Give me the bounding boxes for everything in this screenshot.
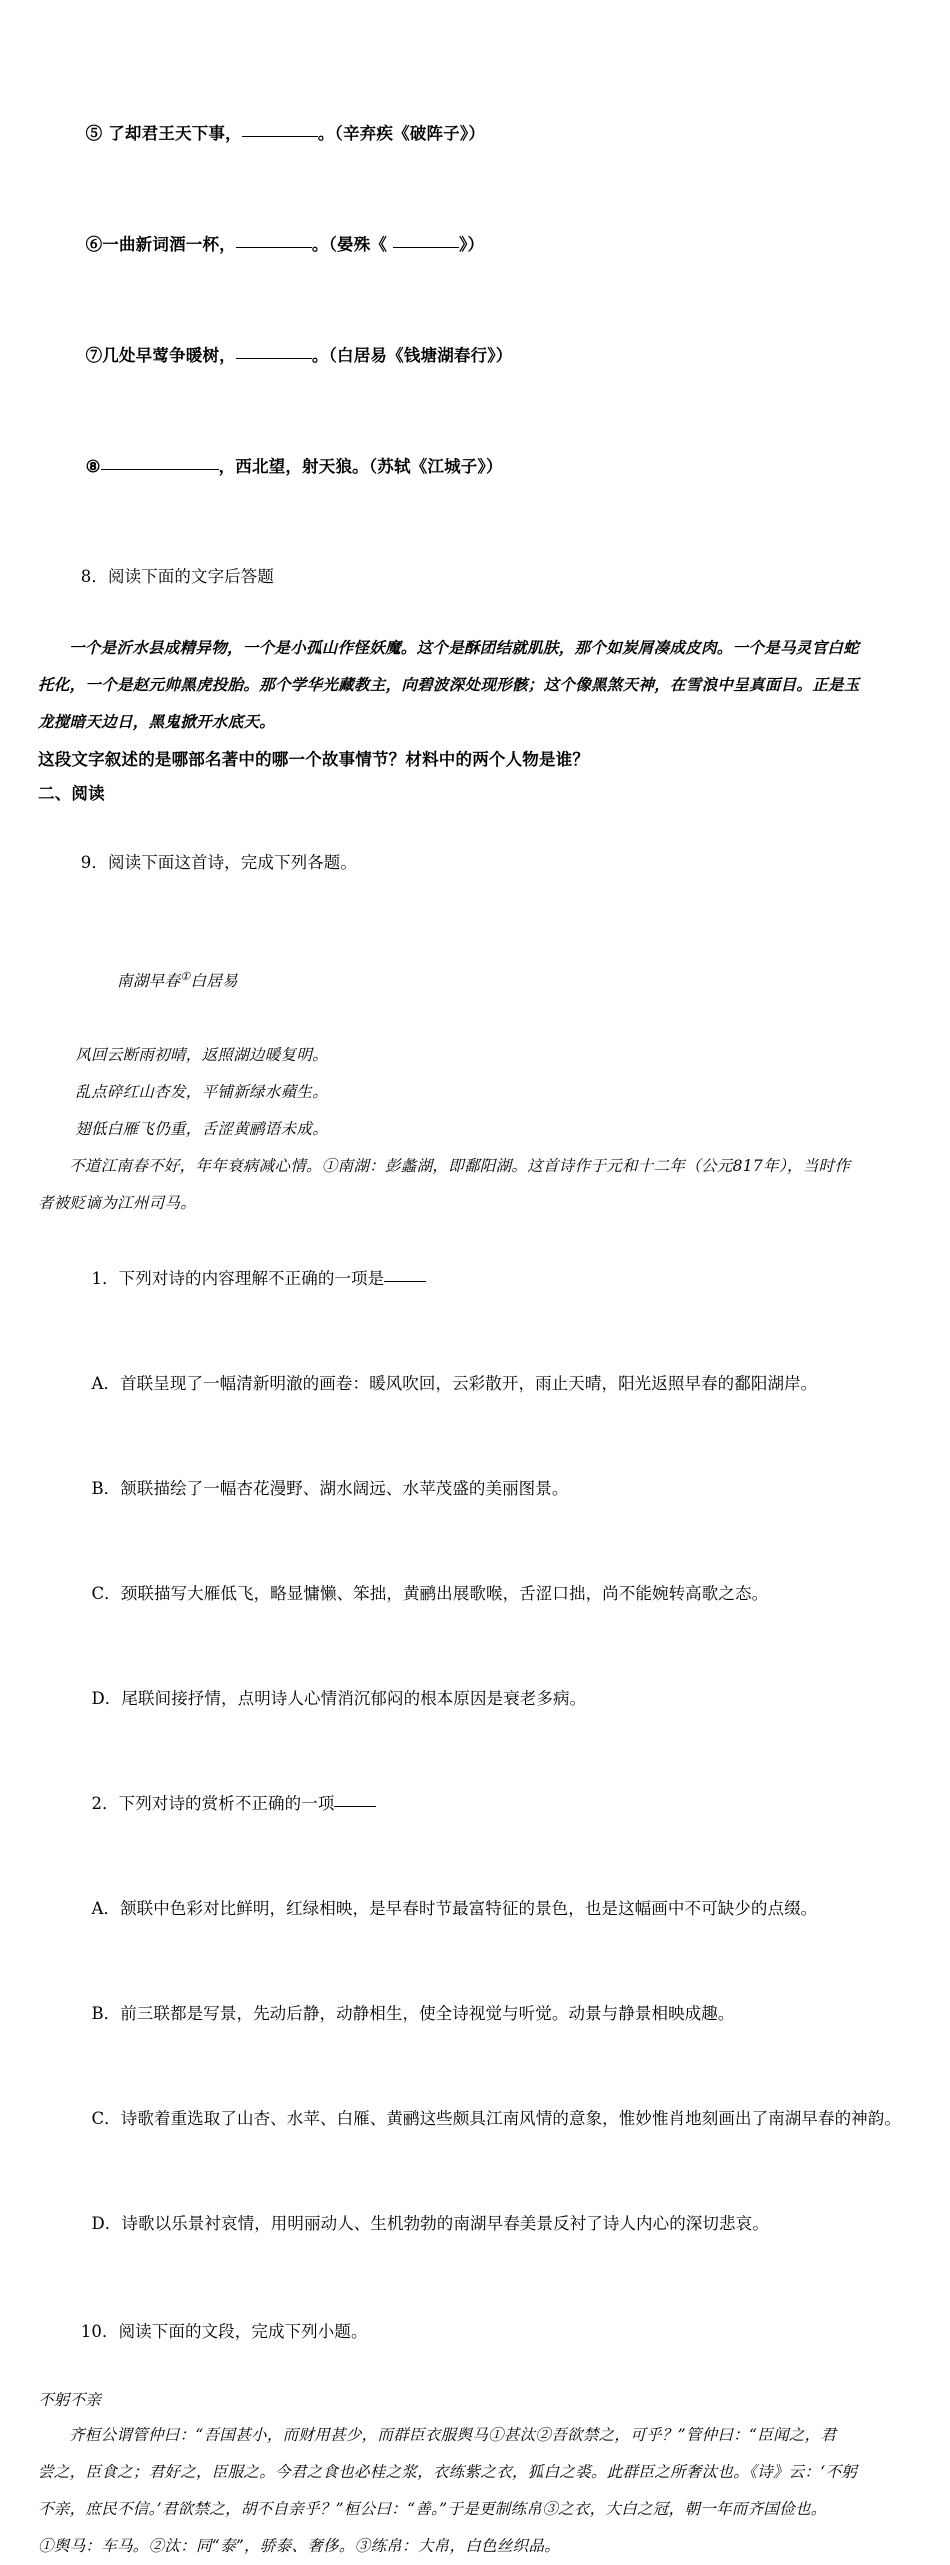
option-a[interactable]: [38, 1331, 918, 1436]
poem-note-line: 者被贬谪为江州司马。: [38, 1194, 197, 1213]
option-text: 颈联描写大雁低飞，略显慵懒、笨拙，黄鹂出展歌喉，舌涩口拙，尚不能婉转高歌之态。: [120, 1584, 769, 1604]
answer-blank[interactable]: [242, 120, 318, 137]
answer-blank-title[interactable]: [393, 231, 459, 248]
poem-line: 风回云断雨初晴，返照湖边暖复明。: [75, 1046, 328, 1065]
option-letter: B．: [91, 2004, 121, 2024]
question-9-prompt: [38, 810, 918, 915]
fill-in-blank-item-6: [38, 189, 918, 300]
question-8-passage-line: 托化，一个是赵元帅黑虎投胎。那个学华光藏教主，向碧波深处现形骸；这个像黑煞天神，在雪浪中呈真面目。正是玉: [38, 675, 860, 694]
item-marker: ⑥: [85, 235, 103, 254]
answer-blank[interactable]: [334, 1790, 376, 1807]
question-number: 8: [80, 567, 92, 586]
option-d[interactable]: [38, 2171, 918, 2276]
sub-question-stem-text: ．下列对诗的赏析不正确的一项: [102, 1794, 335, 1814]
page-content: [38, 78, 918, 2565]
option-letter: A．: [91, 1899, 121, 1919]
poem-title-line: [38, 921, 918, 1037]
answer-blank[interactable]: [236, 231, 312, 248]
item-text-after: ，西北望，射天狼。（苏轼《江城子》）: [218, 457, 503, 476]
item-marker: ⑦: [85, 346, 103, 365]
fill-in-blank-item-5: [38, 78, 918, 189]
option-c[interactable]: [38, 1541, 918, 1646]
item-marker: ⑤: [85, 124, 103, 143]
poem-author: 白居易: [190, 972, 238, 991]
option-letter: A．: [91, 1374, 121, 1394]
option-text: 颔联中色彩对比鲜明，红绿相映，是早春时节最富特征的景色，也是这幅画中不可缺少的点缀。: [120, 1899, 818, 1919]
option-text: 尾联间接抒情，点明诗人心情消沉郁闷的根本原因是衰老多病。: [121, 1689, 587, 1709]
question-8-passage-line: 一个是沂水县成精异物，一个是小孤山作怪妖魔。这个是酥团结就肌肤，那个如炭屑凑成皮肉。一个是马灵官白蛇: [69, 638, 860, 657]
item-text-after: 。（白居易《钱塘湖春行》）: [311, 346, 513, 365]
question-prompt-text: ．阅读下面的文段，完成下列小题。: [101, 2322, 368, 2342]
sub-question-1-stem: [38, 1226, 918, 1331]
option-letter: D．: [91, 1689, 122, 1709]
fill-in-blank-item-8: [38, 411, 918, 522]
question-8-block: [38, 524, 918, 778]
question-10-passage-line: 不亲，庶民不信。’君欲禁之，胡不自亲乎？”桓公曰：“善。”于是更制练帛③之衣，大白之冠，朝一年而齐国俭也。: [38, 2500, 827, 2519]
answer-blank[interactable]: [101, 453, 219, 470]
question-prompt-text: ．阅读下面的文字后答题: [91, 567, 274, 586]
section-heading-reading: 二、阅读: [38, 784, 105, 803]
option-text: 首联呈现了一幅清新明澈的画卷：暖风吹回，云彩散开，雨止天晴，阳光返照早春的鄱阳湖岸。: [120, 1374, 818, 1394]
option-letter: C．: [91, 1584, 121, 1604]
poem-note-line: 不道江南春不好，年年衰病减心情。①南湖：彭蠡湖，即鄱阳湖。这首诗作于元和十二年（公元817年），当时作: [69, 1157, 851, 1176]
question-9-block: [38, 810, 918, 2276]
sub-question-2-stem: [38, 1751, 918, 1856]
question-10-footnote: ①舆马：车马。②汰：同“泰”，骄泰、奢侈。③练帛：大帛，白色丝织品。: [38, 2537, 561, 2556]
option-text: 诗歌以乐景衬哀情，用明丽动人、生机勃勃的南湖早春美景反衬了诗人内心的深切悲哀。: [121, 2214, 769, 2234]
option-letter: C．: [91, 2109, 121, 2129]
item-text-before: 几处早莺争暖树，: [102, 346, 236, 365]
question-8-prompt: [38, 524, 918, 629]
question-number: 10: [80, 2322, 102, 2342]
sub-question-2-block: [38, 1751, 918, 2276]
sub-question-number: 2: [91, 1794, 103, 1814]
sub-question-stem-text: ．下列对诗的内容理解不正确的一项是: [102, 1269, 385, 1289]
question-10-prompt: [38, 2279, 918, 2384]
fill-in-blank-item-7: [38, 300, 918, 411]
option-letter: D．: [91, 2214, 122, 2234]
poem-title-note-marker: ①: [180, 970, 191, 983]
option-a[interactable]: [38, 1856, 918, 1961]
question-number: 9: [80, 853, 92, 872]
option-letter: B．: [91, 1479, 121, 1499]
item-text-before: 了却君王天下事，: [108, 124, 242, 143]
poem-line: 翅低白雁飞仍重，舌涩黄鹂语未成。: [75, 1120, 328, 1139]
option-d[interactable]: [38, 1646, 918, 1751]
poem-line: 乱点碎红山杏发，平铺新绿水蘋生。: [75, 1083, 328, 1102]
option-b[interactable]: [38, 1961, 918, 2066]
option-text: 诗歌着重选取了山杏、水苹、白雁、黄鹂这些颇具江南风情的意象，惟妙惟肖地刻画出了南湖早春的神韵。: [120, 2109, 901, 2129]
item-text-after: 》）: [459, 235, 485, 254]
fill-in-blank-group: [38, 78, 918, 522]
poem-title: 南湖早春: [117, 972, 181, 991]
option-b[interactable]: [38, 1436, 918, 1541]
sub-question-number: 1: [91, 1269, 103, 1289]
question-10-passage-line: 齐桓公谓管仲曰：“吾国甚小，而财用甚少，而群臣衣服舆马①甚汰②吾欲禁之，可乎？”管仲曰：“臣闻之，君: [69, 2426, 837, 2445]
answer-blank[interactable]: [236, 342, 312, 359]
item-text-after: 。（辛弃疾《破阵子》）: [317, 124, 486, 143]
sub-question-1-block: [38, 1226, 918, 1751]
item-text-before: 一曲新词酒一杯，: [102, 235, 236, 254]
answer-blank[interactable]: [384, 1265, 426, 1282]
item-text-mid: 。（晏殊《: [311, 235, 388, 254]
question-8-passage-line: 龙搅暗天边日，黑鬼掀开水底天。: [38, 712, 276, 731]
question-prompt-text: ．阅读下面这首诗，完成下列各题。: [91, 853, 357, 872]
item-marker: ⑧: [85, 457, 101, 476]
question-10-passage-line: 尝之，臣食之；君好之，臣服之。今君之食也必桂之浆，衣练紫之衣，狐白之裘。此群臣之所奢汰也。《诗》云：‘不躬: [38, 2463, 858, 2482]
question-8-question-text: 这段文字叙述的是哪部名著中的哪一个故事情节？材料中的两个人物是谁？: [38, 750, 590, 769]
option-text: 颔联描绘了一幅杏花漫野、湖水阔远、水苹茂盛的美丽图景。: [120, 1479, 569, 1499]
option-text: 前三联都是写景，先动后静，动静相生，使全诗视觉与听觉。动景与静景相映成趣。: [120, 2004, 735, 2024]
question-10-passage-title: 不躬不亲: [38, 2391, 102, 2410]
option-c[interactable]: [38, 2066, 918, 2171]
question-10-block: [38, 2279, 918, 2565]
